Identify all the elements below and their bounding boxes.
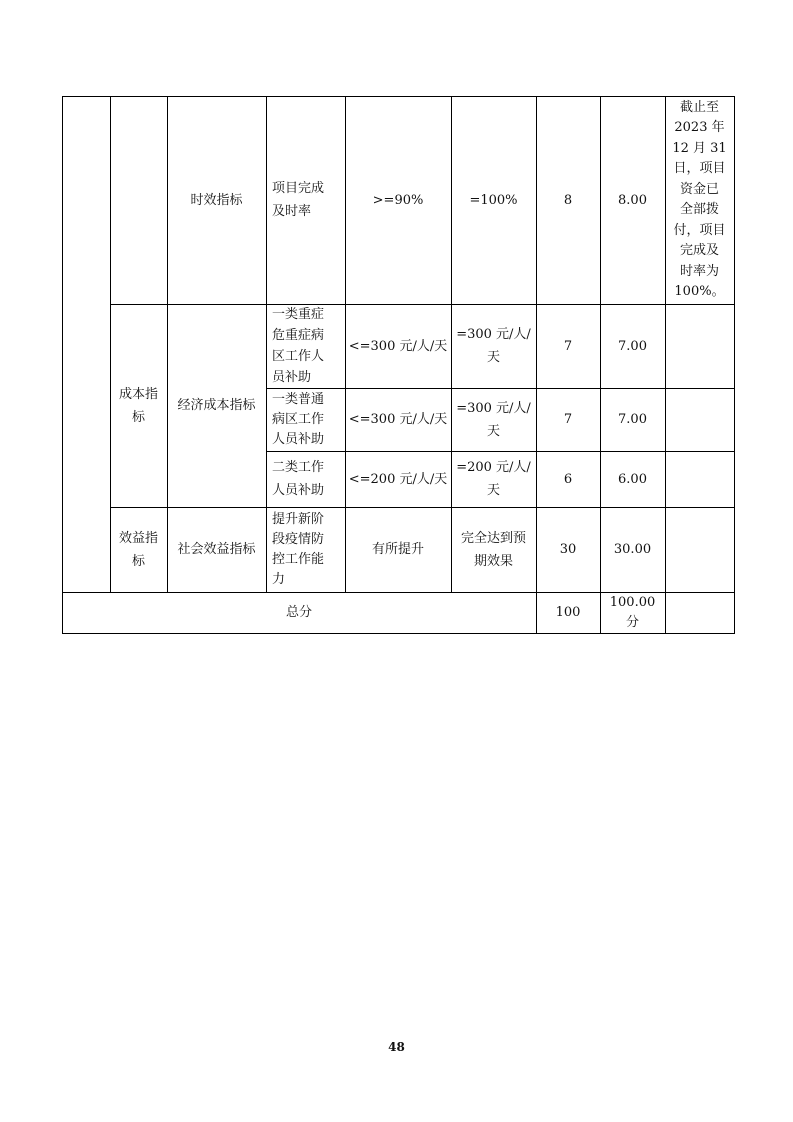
cost-row-3-score: 6.00 (618, 471, 647, 487)
cost-row-2-target: <=300 元/人/天 (348, 412, 448, 427)
benefit-indicator: 提升新阶 段疫情防 控工作能 力 (272, 511, 325, 587)
benefit-third-level: 社会效益指标 (177, 542, 256, 557)
total-weight: 100 (555, 605, 581, 620)
timeliness-indicator: 项目完成 及时率 (272, 181, 325, 219)
cost-row-3-weight: 6 (563, 471, 573, 487)
benefit-target: 有所提升 (371, 542, 424, 557)
benefit-weight: 30 (559, 542, 577, 557)
cost-row-2-score: 7.00 (618, 412, 647, 427)
cost-row-3-indicator: 二类工作 人员补助 (272, 460, 325, 498)
cost-row-2-weight: 7 (563, 412, 573, 427)
page-number: 48 (388, 1040, 405, 1054)
total-label: 总分 (285, 605, 312, 620)
timeliness-weight: 8 (563, 192, 573, 208)
benefit-second-level: 效益指 标 (118, 530, 158, 569)
cost-row-2-actual: =300 元/人/ 天 (456, 400, 531, 439)
cost-row-2-indicator: 一类普通 病区工作 人员补助 (272, 391, 325, 447)
timeliness-target: >=90% (372, 192, 424, 208)
cost-row-3-actual: =200 元/人/ 天 (456, 460, 531, 498)
benefit-score: 30.00 (613, 542, 652, 557)
timeliness-note: 截止至 2023 年 12 月 31 日，项目 资金已 全部拨 付，项目 完成及 时率为 100%。 (672, 99, 727, 299)
timeliness-third-level: 时效指标 (190, 192, 243, 208)
total-score: 100.00 分 (609, 594, 656, 630)
timeliness-score: 8.00 (618, 192, 647, 208)
cost-row-3-target: <=200 元/人/天 (348, 471, 448, 487)
cost-row-1-weight: 7 (563, 338, 573, 354)
cost-row-1-indicator: 一类重症 危重症病 区工作人 员补助 (272, 307, 325, 385)
cost-row-1-actual: =300 元/人/ 天 (456, 327, 531, 365)
cost-row-1-score: 7.00 (618, 338, 647, 354)
timeliness-actual: =100% (469, 192, 518, 208)
cost-third-level: 经济成本指标 (177, 398, 256, 413)
cost-row-1-target: <=300 元/人/天 (348, 338, 448, 354)
benefit-actual: 完全达到预 期效果 (460, 530, 526, 569)
cost-second-level: 成本指 标 (118, 386, 158, 425)
